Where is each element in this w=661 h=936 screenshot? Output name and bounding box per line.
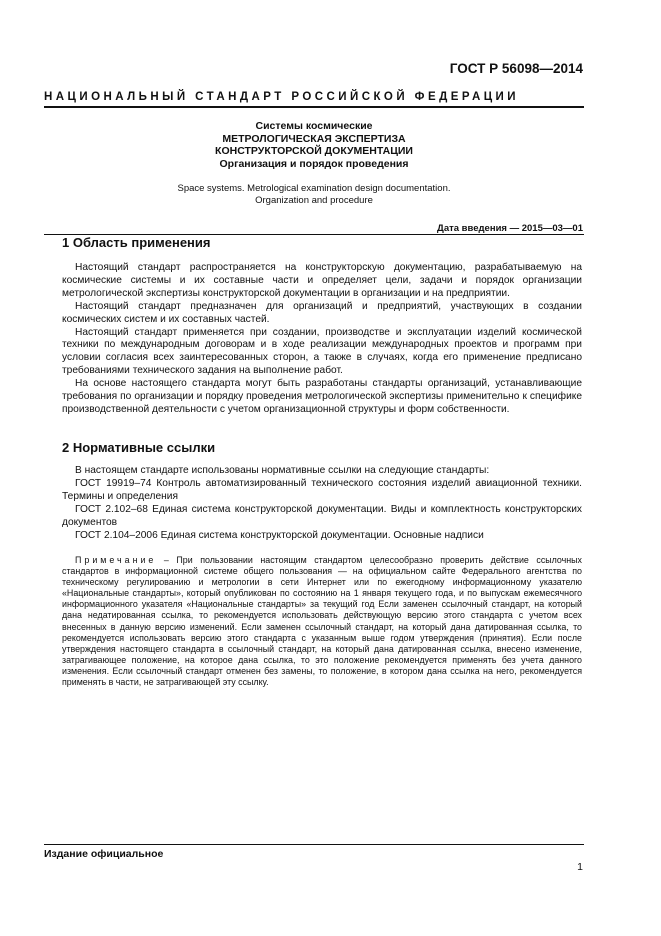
title-line-3: КОНСТРУКТОРСКОЙ ДОКУМЕНТАЦИИ (215, 145, 413, 158)
header-rule (44, 106, 584, 108)
title-line-2: МЕТРОЛОГИЧЕСКАЯ ЭКСПЕРТИЗА (222, 132, 406, 145)
note-block (62, 555, 582, 688)
english-title-line-2: Organization and procedure (255, 195, 373, 206)
section-1-body (62, 262, 582, 417)
paragraph: Настоящий стандарт применяется при создании, производстве и эксплуатации изделий космической техники по международным договорам и в ходе реализации международных проектов и программ при условии согласия всех заинтересованных сторон, а также в случаях, когда его применение предписано требованиями технического задания на выполнение работ. (62, 326, 582, 377)
paragraph: На основе настоящего стандарта могут быть разработаны стандарты организаций, устанавливающие требования по организации и порядку проведения метрологической экспертизы применительно к специфике производственной деятельности с учетом организационной структуры и форм собственности. (62, 378, 582, 415)
reference-item: ГОСТ 2.104–2006 Единая система конструкторской документации. Основные надписи (75, 529, 484, 541)
standard-number: ГОСТ Р 56098—2014 (449, 61, 583, 76)
document-title (44, 120, 584, 170)
title-line-4: Организация и порядок проведения (219, 157, 409, 170)
paragraph: Настоящий стандарт распространяется на конструкторскую документацию, разрабатываемую на космические системы и их составные части и определяет цели, задачи и порядок организации метрологической экспертизы конструкторской документации в организации и на предприятии. (62, 262, 582, 299)
edition-label: Издание официальное (44, 848, 164, 860)
references-intro: В настоящем стандарте использованы нормативные ссылки на следующие стандарты: (75, 465, 490, 476)
note-text: – При пользовании настоящим стандартом целесообразно проверить действие ссылочных стандартов в информационной системе общего пользования — на официальном сайте Федерального агентства по техническому регулированию и метрологии в сети Интернет или по ежегодному информационному указателю «Национальные стандарты», который опубликован по состоянию на 1 января текущего года, и по выпускам ежемесячного информационного указателя «Национальные стандарты» за текущий год Если заменен ссылочный стандарт, на который дана недатированная ссылка, то рекомендуется использовать действующую версию этого стандарта с учетом всех внесенных в данную версию изменений. Если заменен ссылочный стандарт, на который дана датированная ссылка, то рекомендуется использовать версию этого стандарта с указанным выше годом утверждения (принятия). Если после утверждения настоящего стандарта в ссылочный стандарт, на который дана датированная ссылка, внесено изменение, затрагивающее положение, на которое дана ссылка, то это положение рекомендуется применять без учета данного изменения. Если ссылочный стандарт отменен без замены, то положение, в котором дана ссылка на него, рекомендуется применять в части, не затрагивающей эту ссылку. (62, 555, 582, 688)
page-number: 1 (577, 861, 583, 873)
paragraph: Настоящий стандарт предназначен для организаций и предприятий, участвующих в создании космических систем и их составных частей. (62, 300, 582, 325)
section-1-heading: 1 Область применения (62, 235, 211, 250)
section-2-heading: 2 Нормативные ссылки (62, 440, 216, 455)
reference-item: ГОСТ 19919–74 Контроль автоматизированный технического состояния изделий авиационной техники. Термины и определения (62, 477, 582, 502)
note-label: Примечание (75, 555, 157, 565)
section-2-body (62, 465, 582, 542)
footer-rule (44, 844, 584, 845)
english-title (44, 183, 584, 207)
effective-date: Дата введения — 2015—03—01 (437, 223, 583, 234)
note-paragraph (62, 555, 582, 688)
english-title-line-1: Space systems. Metrological examination design documentation. (177, 183, 451, 194)
title-line-1: Системы космические (255, 120, 373, 132)
reference-item: ГОСТ 2.102–68 Единая система конструкторской документации. Виды и комплектность конструкторских документов (62, 503, 582, 528)
national-standard-banner: НАЦИОНАЛЬНЫЙ СТАНДАРТ РОССИЙСКОЙ ФЕДЕРАЦИИ (44, 91, 519, 103)
